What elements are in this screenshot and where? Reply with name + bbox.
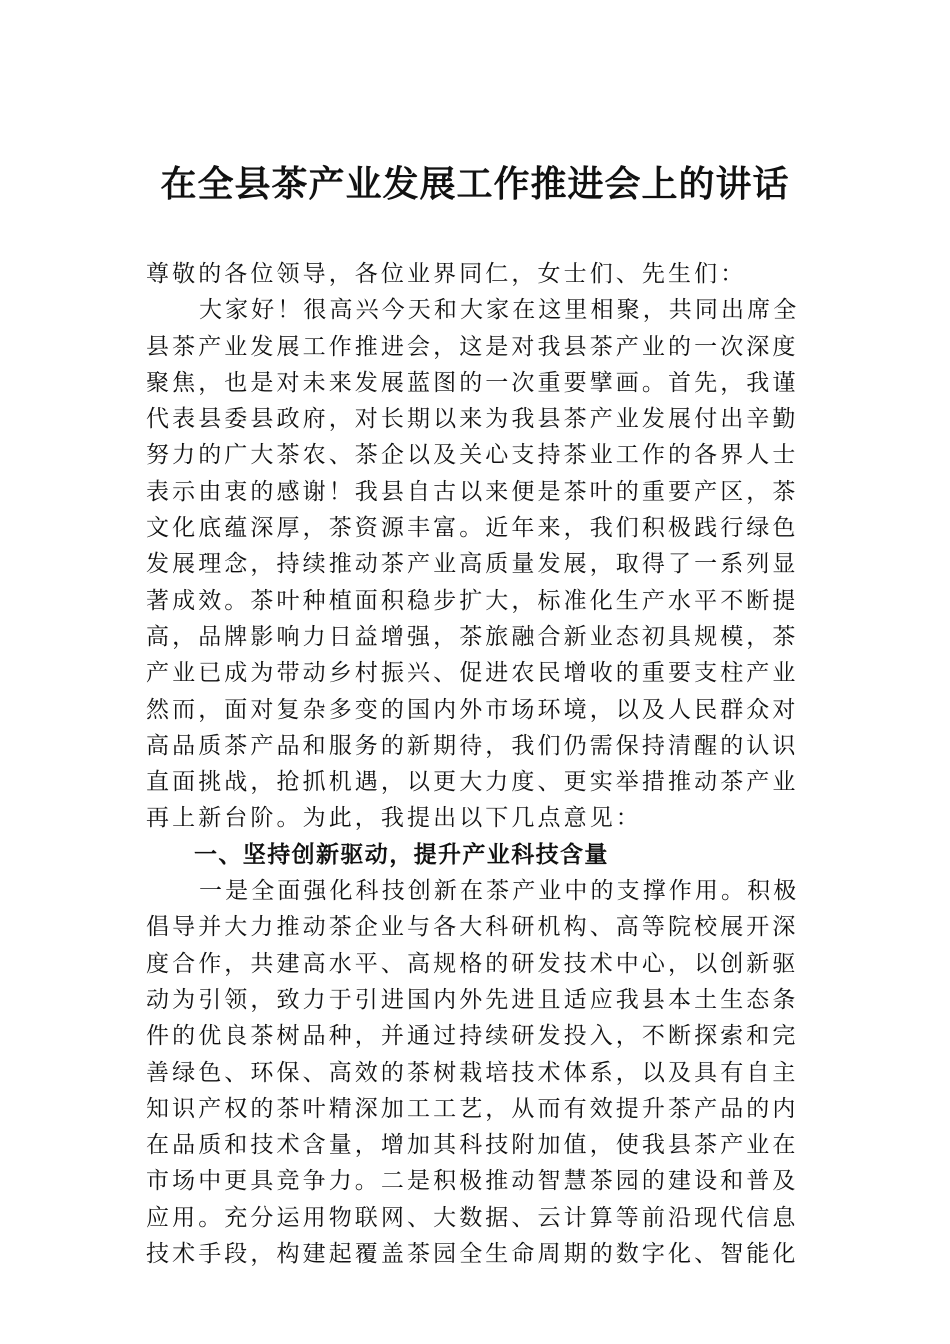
- paragraph-line: 著成效。茶叶种植面积稳步扩大，标准化生产水平不断提: [146, 587, 799, 614]
- paragraph-line: 努力的广大茶农、茶企以及关心支持茶业工作的各界人士: [146, 442, 799, 469]
- section-heading: 一、坚持创新驱动，提升产业科技含量: [194, 841, 609, 868]
- paragraph-line: 应用。充分运用物联网、大数据、云计算等前沿现代信息: [146, 1204, 799, 1231]
- paragraph-line: 高，品牌影响力日益增强，茶旅融合新业态初具规模，茶: [146, 623, 799, 650]
- paragraph-line: 一是全面强化科技创新在茶产业中的支撑作用。积极: [199, 878, 800, 905]
- paragraph-line: 直面挑战，抢抓机遇，以更大力度、更实举措推动茶产业: [146, 769, 799, 796]
- paragraph-line: 然而，面对复杂多变的国内外市场环境，以及人民群众对: [146, 696, 799, 723]
- paragraph-line: 再上新台阶。为此，我提出以下几点意见：: [146, 805, 642, 832]
- paragraph-line: 聚焦，也是对未来发展蓝图的一次重要擘画。首先，我谨: [146, 369, 799, 396]
- paragraph-line: 件的优良茶树品种，并通过持续研发投入，不断探索和完: [146, 1023, 799, 1050]
- paragraph-line: 代表县委县政府，对长期以来为我县茶产业发展付出辛勤: [146, 406, 799, 433]
- paragraph-line: 文化底蕴深厚，茶资源丰富。近年来，我们积极践行绿色: [146, 515, 799, 542]
- paragraph-line: 表示由衷的感谢！我县自古以来便是茶叶的重要产区，茶: [146, 478, 799, 505]
- paragraph-line: 在品质和技术含量，增加其科技附加值，使我县茶产业在: [146, 1132, 799, 1159]
- paragraph-line: 动为引领，致力于引进国内外先进且适应我县本土生态条: [146, 986, 799, 1013]
- paragraph-line: 知识产权的茶叶精深加工工艺，从而有效提升茶产品的内: [146, 1095, 799, 1122]
- salutation-line: 尊敬的各位领导，各位业界同仁，女士们、先生们：: [146, 261, 747, 287]
- paragraph-line: 产业已成为带动乡村振兴、促进农民增收的重要支柱产业: [146, 660, 799, 687]
- paragraph-line: 县茶产业发展工作推进会，这是对我县茶产业的一次深度: [146, 333, 799, 360]
- paragraph-line: 善绿色、环保、高效的茶树栽培技术体系，以及具有自主: [146, 1059, 799, 1086]
- paragraph-line: 技术手段，构建起覆盖茶园全生命周期的数字化、智能化: [146, 1241, 799, 1268]
- document-title: 在全县茶产业发展工作推进会上的讲话: [160, 163, 790, 205]
- document-body: [146, 256, 804, 1272]
- paragraph-line: 高品质茶产品和服务的新期待，我们仍需保持清醒的认识: [146, 732, 799, 759]
- paragraph-line: 发展理念，持续推动茶产业高质量发展，取得了一系列显: [146, 551, 799, 578]
- paragraph-line: 市场中更具竞争力。二是积极推动智慧茶园的建设和普及: [146, 1168, 799, 1195]
- paragraph-line: 度合作，共建高水平、高规格的研发技术中心，以创新驱: [146, 950, 799, 977]
- paragraph-line: 大家好！很高兴今天和大家在这里相聚，共同出席全: [199, 297, 800, 324]
- paragraph-line: 倡导并大力推动茶企业与各大科研机构、高等院校展开深: [146, 914, 799, 941]
